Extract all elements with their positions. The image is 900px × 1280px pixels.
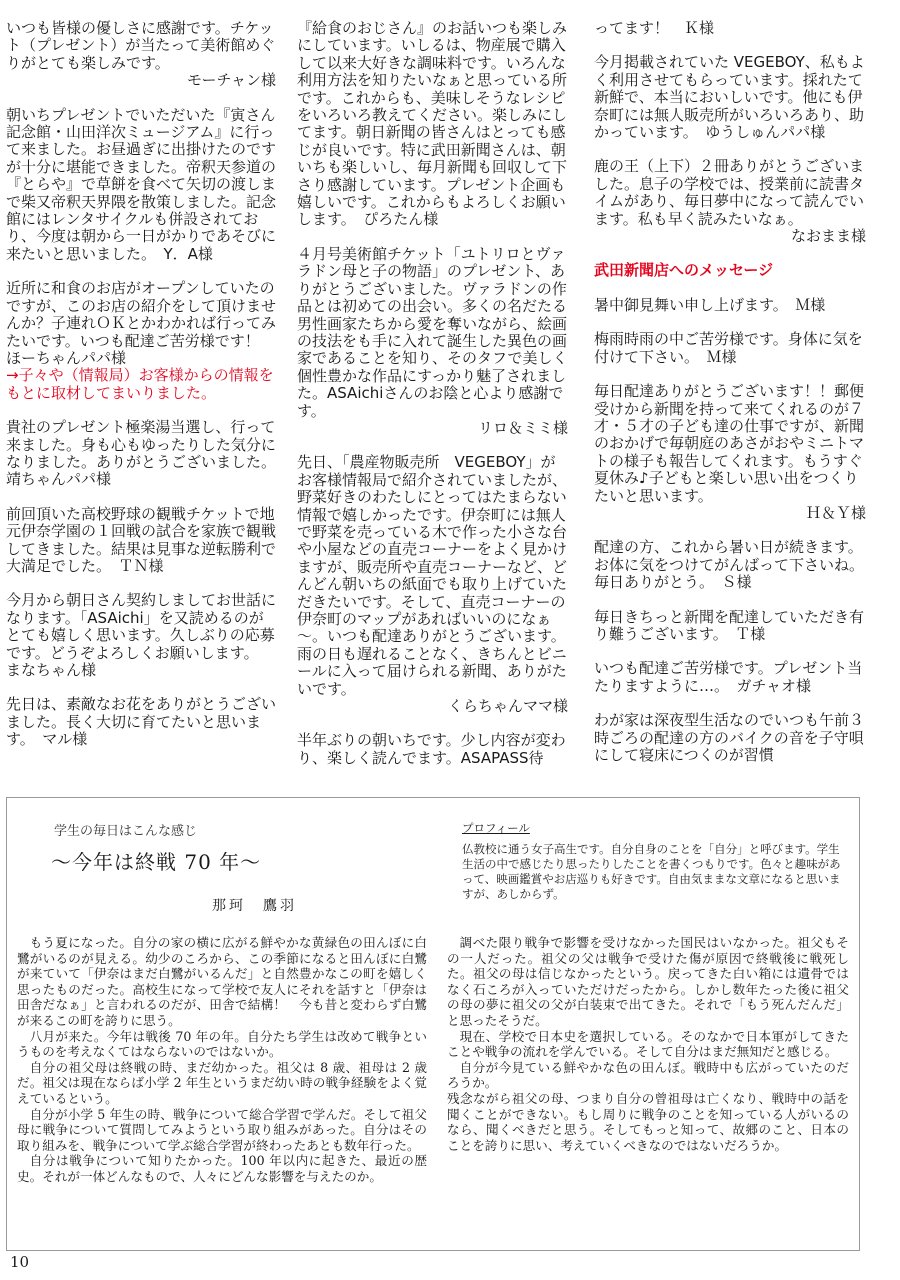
essay-author: 那珂 鷹羽 bbox=[212, 898, 297, 914]
letter-5: 前回頂いた高校野球の観戦チケットで地元伊奈学園の１回戦の試合を家族で観戦してきました。結果は見事な逆転勝利で大満足でした。 ＴＮ様 bbox=[6, 504, 277, 575]
editor-reply: →子々や（情報局）お客様からの情報をもとに取材してまいりました。 bbox=[6, 366, 274, 402]
letter-3: 近所に和食のお店がオープンしていたのですが、このお店の紹介をして頂けませんか？子連れＯＫとかわかれば行ってみたいです。いつも配達ご苦労様です！ ほーちゃんパパ様 →子々や（情報局）お客様からの情報をもとに取材してまいりました。 bbox=[6, 279, 277, 402]
profile-label: プロフィール bbox=[462, 821, 530, 835]
letters-column-1 bbox=[6, 19, 284, 796]
profile-text: 仏教校に通う女子高生です。自分自身のことを「自分」と呼びます。学生生活の中で感じたり思ったりしたことを書くつもりです。色々と趣味があって、映画鑑賞やお店巡りも好きです。自由気ままな文章になると思いますが、あしからず。 bbox=[462, 842, 841, 901]
message-6: いつも配達ご苦労様です。プレゼント当たりますように…。 ガチャオ様 bbox=[594, 659, 863, 695]
essay-paragraph: もう夏になった。自分の家の横に広がる鮮やかな黄緑色の田んぼに白鷺がいるのが見える。幼少のころから、この季節になると田んぼに白鷺が来ていて「伊奈はまだ白鷺がいるんだ」と自然豊かなこの町を嬉しく思ったものだった。高校生になって学校で友人にそれを話すと「伊奈は田舎だなぁ」と言われるのだが、田舎で結構！ 今も昔と変わらず白鷺が来るこの町を誇りに思う。 bbox=[17, 935, 428, 1028]
essay-paragraph: 自分が小学 5 年生の時、戦争について総合学習で学んだ。そして祖父母に戦争について質問してみようという取り組みがあった。自分はその取り組みを、戦争について学ぶ総合学習が終わったあとも数年行った。 bbox=[17, 1106, 427, 1153]
letter-14: 鹿の王（上下）２冊ありがとうございました。息子の学校では、授業前に読書タイムがあり、毎日夢中になって読んでいます。私も早く読みたいなぁ。 なおまま様 bbox=[594, 157, 866, 246]
letter-10: 先日、「農産物販売所 VEGEBOY」がお客様情報局で紹介されていましたが、野菜好きのわたしにとってはたまらない情報で嬉しかったです。伊奈町には無人で野菜を売っている木で作った小さな台や小屋などの直売コーナーをよく見かけますが、販売所や直売コーナーなど、どんどん朝いちの紙面でも取り上げていただきたいです。そして、直売コーナーの伊奈町のマップがあればいいのになぁ～。いつも配達ありがとうございます。雨の日も遅れることなく、きちんとビニールに入って届けられる新聞、ありがたいです。 くらちゃんママ様 bbox=[297, 453, 568, 716]
essay-paragraph: 自分は戦争について知りたかった。100 年以内に起きた、最近の歴史。それが一体どんなもので、人々にどんな影響を与えたのか。 bbox=[17, 1153, 427, 1184]
essay-body-right bbox=[447, 935, 849, 1153]
essay-paragraph: 残念ながら祖父の母、つまり自分の曾祖母は亡くなり、戦時中の話を聞くことができない。もし周りに戦争のことを知っている人がいるのなら、聞くべきだと思う。そしてもっと知って、故郷のこと、日本のことを誇りに思い、考えていくべきなのではないだろうか。 bbox=[447, 1090, 849, 1153]
letter-signature: Ｈ＆Ｙ様 bbox=[805, 503, 866, 522]
essay-paragraph: 現在、学校で日本史を選択している。そのなかで日本軍がしてきたことや戦争の流れを学んでいる。そして自分はまだ無知だと感じる。 bbox=[447, 1028, 849, 1060]
letter-signature: リロ＆ミミ様 bbox=[477, 418, 568, 437]
letters-column-2 bbox=[297, 20, 568, 796]
essay-paragraph: 調べた限り戦争で影響を受けなかった国民はいなかった。祖父もその一人だった。祖父の父は戦争で受けた傷が原因で終戦後に戦死した。祖父の母は信じなかったという。戻ってきた白い箱には遺骨ではなく石ころが入っていただけだったから。しかし数年たった後に祖父の母の夢に祖父の父が白装束で出てきた。それで「もう死んだんだ」と思ったそうだ。 bbox=[447, 935, 849, 1028]
essay-paragraph: 八月が来た。今年は戦後 70 年の年。自分たち学生は改めて戦争というものを考えなくてはならないのではないか。 bbox=[17, 1028, 427, 1060]
letter-signature: なおまま様 bbox=[790, 227, 866, 246]
letter-13: 今月掲載されていた VEGEBOY、私もよく利用させてもらっています。採れたて新鮮で、本当においしいです。他にも伊奈町には無人販売所がいろいろあり、助かっています。 ゆうしゅんパパ様 bbox=[594, 53, 865, 142]
letter-12: ってます！ Ｋ様 bbox=[594, 19, 715, 37]
messages-heading: 武田新聞店へのメッセージ bbox=[594, 261, 774, 280]
essay-series: 学生の毎日はこんな感じ bbox=[54, 824, 198, 839]
message-7: わが家は深夜型生活なのでいつも午前３時ごろの配達の方のバイクの音を子守唄にして寝床につくのが習慣 bbox=[594, 711, 865, 764]
letter-1: いつも皆様の優しさに感謝です。チケット（プレゼント）が当たって美術館めぐりがとても楽しみです。 モーチャン様 bbox=[6, 19, 276, 90]
letter-9: ４月号美術館チケット「ユトリロとヴァラドン母と子の物語」のプレゼント、ありがとうございました。ヴァラドンの作品とは初めての出会い。多くの名だたる男性画家たちから愛を奪いながら、絵画の技法をも手に入れて誕生した異色の画家であることを知り、そのタフで美しく個性豊かな作品にすっかり魅了されました。ASAichiさんのお陰と心より感謝です。 リロ＆ミミ様 bbox=[297, 244, 568, 437]
letter-signature: モーチャン様 bbox=[187, 71, 276, 90]
message-2: 梅雨時雨の中ご苦労様です。身体に気を付けて下さい。 Ｍ様 bbox=[594, 330, 863, 366]
message-5: 毎日きちっと新聞を配達していただき有り難うございます。 Ｔ様 bbox=[594, 607, 865, 643]
letter-2: 朝いちプレゼントでいただいた『寅さん記念館・山田洋次ミュージアム』に行って来ました。お昼過ぎに出掛けたのですが十分に堪能できました。帝釈天参道の『とらや』で草餅を食べて矢切の渡しまで柴又帝釈天界隈を散策しました。記念館にはレンタサイクルも併設されており、今度は朝から一日がかりであそびに来たいと思いました。 Y．A様 bbox=[6, 105, 277, 263]
essay-box bbox=[6, 797, 860, 1251]
letter-7: 先日は、素敵なお花をありがとうございました。長く大切に育てたいと思います。 マル様 bbox=[6, 695, 277, 749]
letter-11: 半年ぶりの朝いちです。少し内容が変わり、楽しく読んでます。ASAPASS待 bbox=[297, 731, 566, 767]
letter-signature: くらちゃんママ様 bbox=[447, 697, 568, 716]
letter-4: 貴社のプレゼント極楽湯当選し、行って来ました。身も心もゆったりした気分になりました。ありがとうございました。 靖ちゃんパパ様 bbox=[6, 418, 284, 489]
letter-6: 今月から朝日さん契約しましてお世話になります。「ASAichi」を又読めるのがとても嬉しく思います。久しぶりの応募です。どうぞよろしくお願いします。 まなちゃん様 bbox=[6, 591, 277, 679]
essay-paragraph: 自分の祖父母は終戦の時、まだ幼かった。祖父は 8 歳、祖母は 2 歳だ。祖父は現在ならば小学 2 年生というまだ幼い時の戦争経験をよく覚えているという。 bbox=[17, 1059, 427, 1106]
letter-8: 『給食のおじさん』のお話いつも楽しみにしています。いしるは、物産展で購入して以来大好きな調味料です。いろんな利用方法を知りたいなぁと思っている所です。これからも、美味しそうなレシピをいろいろ教えてください。楽しみにしてます。朝日新聞の皆さんはとっても感じが良いです。特に武田新聞さんは、朝いちも楽しいし、毎月新聞も回収して下さり感謝しています。プレゼント企画も嬉しいです。これからもよろしくお願いします。 ぴろたん様 bbox=[297, 19, 568, 229]
message-1: 暑中御見舞い申し上げます。 Ｍ様 bbox=[594, 295, 826, 314]
page-number: 10 bbox=[10, 1253, 30, 1271]
essay-title: 〜今年は終戦 70 年〜 bbox=[51, 850, 262, 874]
message-4: 配達の方、これから暑い日が続きます。お体に気をつけてがんばって下さいね。毎日ありがとう。 Ｓ様 bbox=[594, 538, 865, 592]
letters-column-3 bbox=[594, 20, 866, 796]
essay-body-left bbox=[17, 935, 427, 1185]
essay-paragraph: 自分が今見ている鮮やかな色の田んぼ。戦時中も広がっていたのだろうか。 bbox=[447, 1059, 849, 1091]
message-3: 毎日配達ありがとうございます！！郵便受けから新聞を持って来てくれるのが７才・５才の子ども達の仕事ですが、新聞のおかげで毎朝庭のあさがおやミニトマトの様子も報告してくれます。もうすぐ夏休み♪子どもと楽しい思い出をつくりたいと思います。 Ｈ＆Ｙ様 bbox=[594, 382, 866, 522]
